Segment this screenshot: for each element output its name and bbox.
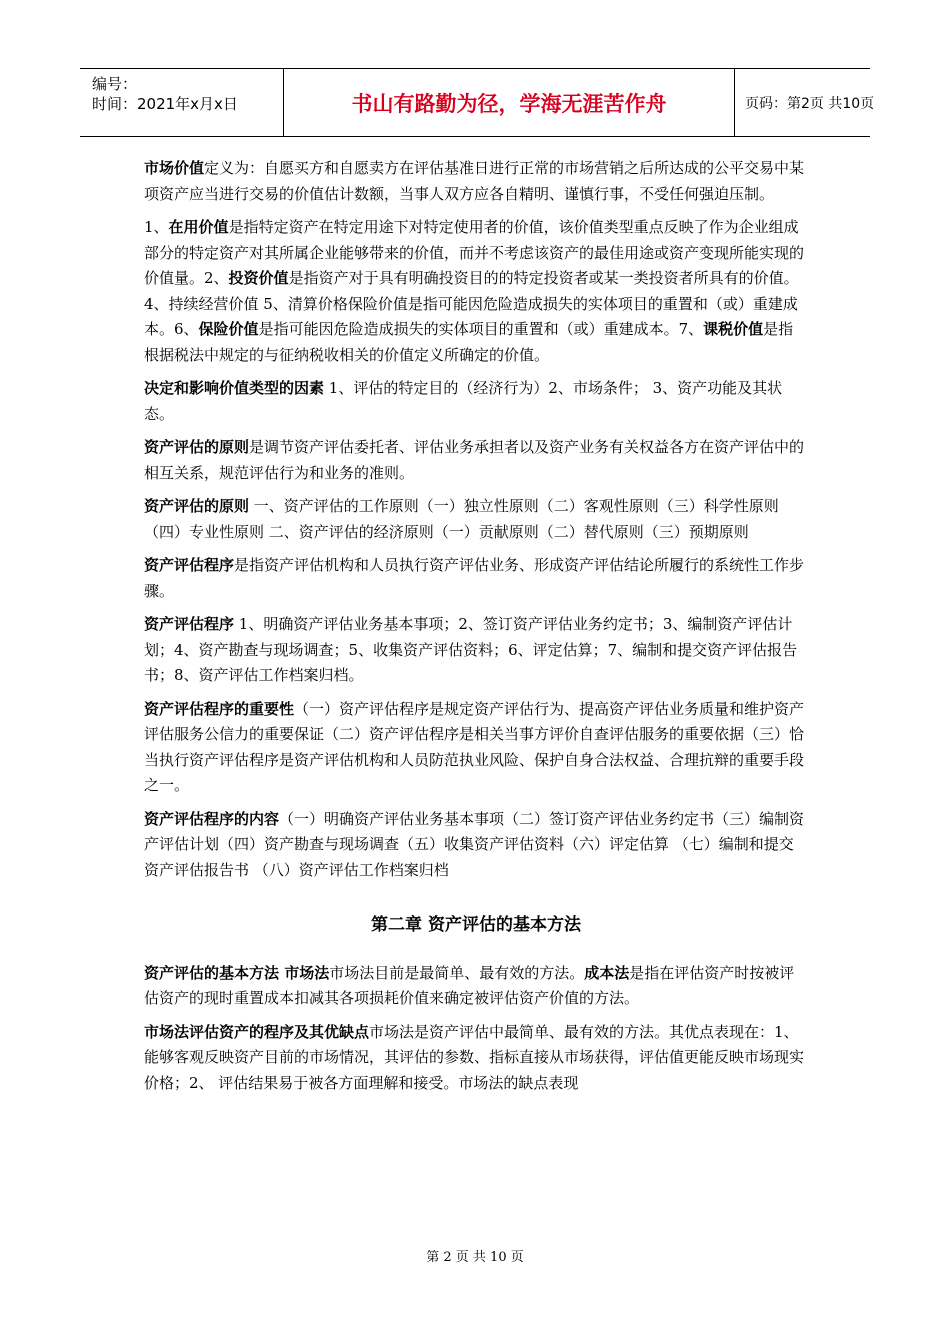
text-run: 是指资产评估机构和人员执行资产评估业务、形成资产评估结论所履行的系统性工作步骤。 xyxy=(144,556,805,600)
text-run: 1、 xyxy=(144,218,169,236)
paragraph xyxy=(144,807,808,884)
bold-term: 成本法 xyxy=(584,963,630,982)
header-page-label: 页码：第2页 共10页 xyxy=(745,95,875,112)
text-run: 是指在评估资产时按被评估资产的现时重置成本扣减其各项损耗价值来确定被评估资产价值的方法。 xyxy=(144,963,795,1007)
section-two xyxy=(144,961,808,1097)
paragraph xyxy=(144,553,808,604)
text-run: 定义为：自愿买方和自愿卖方在评估基准日进行正常的市场营销之后所达成的公平交易中某项资产应当进行交易的价值估计数额，当事人双方应各自精明、谨慎行事，不受任何强迫压制。 xyxy=(144,159,805,203)
text-run: 是指可能因危险造成损失的实体项目的重置和（或）重建成本。7、 xyxy=(258,320,704,338)
text-run: （一）明确资产评估业务基本事项（二）签订资产评估业务约定书（三）编制资产评估计划（四）资产勘查与现场调查（五）收集资产评估资料（六）评定估算 （七）编制和提交资产评估报告书 （八）资产评估工作档案归档 xyxy=(144,809,805,879)
bold-term: 市场法评估资产的程序及其优缺点 xyxy=(144,1022,370,1041)
paragraph xyxy=(144,435,808,486)
bold-term: 在用价值 xyxy=(168,218,229,236)
paragraph xyxy=(144,494,808,545)
section-one xyxy=(144,156,808,883)
text-run: （一）资产评估程序是规定资产评估行为、提高资产评估业务质量和维护资产评估服务公信力的重要保证（二）资产评估程序是相关当事方评价自查评估服务的重要依据（三）恰当执行资产评估程序是资产评估机构和人员防范执业风险、保护自身合法权益、合理抗辩的重要手段之一。 xyxy=(144,699,805,794)
paragraph xyxy=(144,376,808,427)
bold-term: 资产评估程序的重要性 xyxy=(144,699,295,718)
text-run: 是指资产对于具有明确投资目的的特定投资者或某一类投资者所具有的价值。4、持续经营价值 5、清算价格保险价值是指可能因危险造成损失的实体项目的重置和（或）重建成本。6、 xyxy=(144,269,799,338)
paragraph xyxy=(144,961,808,1012)
paragraph xyxy=(144,1020,808,1097)
bold-term: 市场价值 xyxy=(144,159,205,177)
bold-term: 资产评估的原则 xyxy=(144,497,250,515)
paragraph xyxy=(144,156,808,207)
date-label: 时间：2021年x月x日 xyxy=(92,95,238,113)
chapter-title: 第二章 资产评估的基本方法 xyxy=(371,915,581,935)
paragraph xyxy=(144,612,808,689)
bold-term: 投资价值 xyxy=(228,269,289,287)
bold-term: 资产评估程序 xyxy=(144,615,235,633)
text-run: 是指根据税法中规定的与征纳税收相关的价值定义所确定的价值。 xyxy=(144,320,794,364)
text-run: 一、资产评估的工作原则（一）独立性原则（二）客观性原则（三）科学性原则（四）专业性原则 二、资产评估的经济原则（一）贡献原则（二）替代原则（三）预期原则 xyxy=(144,497,779,541)
bold-term: 资产评估的原则 xyxy=(144,438,250,456)
bold-term: 资产评估的基本方法 市场法 xyxy=(144,963,330,982)
bold-term: 资产评估程序 xyxy=(144,556,235,574)
bold-term: 决定和影响价值类型的因素 xyxy=(144,379,325,397)
bold-term: 保险价值 xyxy=(198,320,259,338)
header-motto: 书山有路勤为径，学海无涯苦作舟 xyxy=(284,69,735,136)
header-info-cell xyxy=(80,69,284,136)
text-run: 1、评估的特定目的（经济行为）2、市场条件； 3、资产功能及其状态。 xyxy=(144,379,783,423)
page-footer: 第 2 页 共 10 页 xyxy=(426,1250,524,1265)
text-run: 1、明确资产评估业务基本事项；2、签订资产评估业务约定书；3、编制资产评估计划；4、资产勘查与现场调查；5、收集资产评估资料；6、评定估算；7、编制和提交资产评估报告书；8、资产评估工作档案归档。 xyxy=(144,615,798,684)
text-run: 是指特定资产在特定用途下对特定使用者的价值，该价值类型重点反映了作为企业组成部分的特定资产对其所属企业能够带来的价值，而并不考虑该资产的最佳用途或资产变现所能实现的价值量。2、 xyxy=(144,218,805,287)
document-body xyxy=(144,156,808,1104)
number-label: 编号： xyxy=(92,75,138,93)
bold-term: 资产评估程序的内容 xyxy=(144,809,280,828)
text-run: 市场法目前是最简单、最有效的方法。 xyxy=(329,963,585,982)
page-header xyxy=(80,68,875,137)
text-run: 市场法是资产评估中最简单、最有效的方法。其优点表现在：1、 能够客观反映资产目前的市场情况，其评估的参数、指标直接从市场获得，评估值更能反映市场现实价格；2、 评估结果易于被各方面理解和接受。市场法的缺点表现 xyxy=(144,1022,805,1092)
paragraph xyxy=(144,215,808,368)
bold-term: 课税价值 xyxy=(703,320,764,338)
text-run: 是调节资产评估委托者、评估业务承担者以及资产业务有关权益各方在资产评估中的相互关系，规范评估行为和业务的准则。 xyxy=(144,438,805,482)
paragraph xyxy=(144,697,808,799)
